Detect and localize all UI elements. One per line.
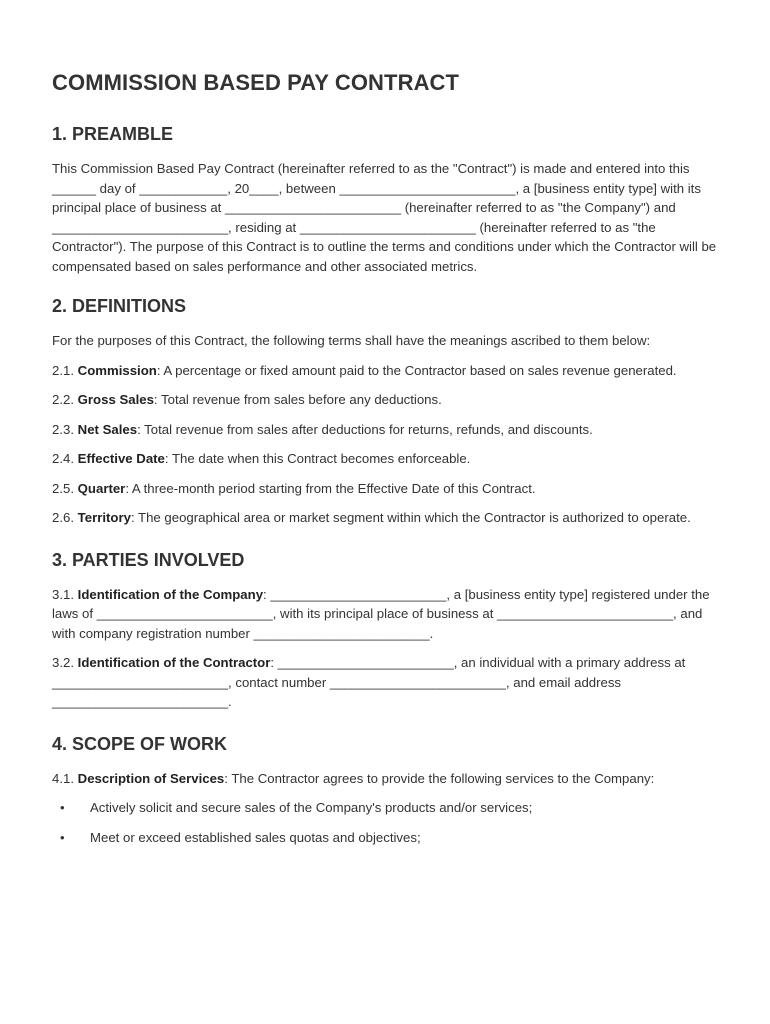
party-term: Identification of the Contractor [77, 655, 271, 670]
preamble-paragraph: This Commission Based Pay Contract (hereinafter referred to as the "Contract") is made and entered into this ______ day of ____________, 20____, between ________________________, a [business entity type] with its principal place of business at ________________________ (hereinafter referred to as "the Company") and ________________________, residing at ________________________ (hereinafter referred to as "the Contractor"). The purpose of this Contract is to outline the terms and conditions under which the Contractor will be compensated based on sales performance and other associated metrics. [52, 161, 717, 274]
document-title: COMMISSION BASED PAY CONTRACT [52, 70, 460, 95]
definition-term: Net Sales [77, 421, 138, 437]
definition-item: 2.2. Gross Sales: Total revenue from sales before any deductions. [52, 392, 442, 407]
definition-item: 2.1. Commission: A percentage or fixed amount paid to the Contractor based on sales revenue generated. [52, 362, 677, 378]
scope-description: 4.1. Description of Services: The Contractor agrees to provide the following services to the Company: [52, 770, 655, 786]
list-item: • Actively solicit and secure sales of the Company's products and/or services; [52, 798, 718, 818]
party-contractor: 3.2. Identification of the Contractor: ________________________, an individual with a primary address at ________________________, contact number ________________________, and email address ________________________. [52, 655, 686, 709]
scope-term: Description of Services [77, 770, 225, 786]
section-heading: 2. DEFINITIONS [52, 296, 187, 316]
definition-term: Gross Sales [77, 392, 154, 407]
list-item: • Meet or exceed established sales quotas and objectives; [52, 828, 718, 848]
definitions-intro: For the purposes of this Contract, the following terms shall have the meanings ascribed to them below: [52, 333, 651, 348]
definition-term: Territory [77, 510, 131, 525]
bullet-icon: • [60, 829, 65, 845]
definition-item: 2.3. Net Sales: Total revenue from sales after deductions for returns, refunds, and discounts. [52, 421, 593, 437]
section-heading: 1. PREAMBLE [52, 124, 174, 144]
bullet-icon: • [60, 800, 65, 815]
section-parties [52, 550, 718, 712]
definition-item: 2.4. Effective Date: The date when this Contract becomes enforceable. [52, 451, 471, 466]
definition-term: Quarter [77, 480, 126, 496]
party-company: 3.1. Identification of the Company: ________________________, a [business entity type] registered under the laws of ________________________, with its principal place of business at ________________________, and with company registration number ________________________. [52, 586, 710, 641]
section-definitions [52, 296, 718, 528]
section-scope-of-work [52, 734, 718, 848]
services-list [52, 798, 718, 847]
definition-term: Commission [77, 362, 157, 378]
section-heading: 4. SCOPE OF WORK [52, 733, 228, 754]
definition-item: 2.6. Territory: The geographical area or market segment within which the Contractor is authorized to operate. [52, 510, 691, 525]
party-term: Identification of the Company [77, 586, 264, 602]
section-preamble [52, 124, 718, 276]
section-heading: 3. PARTIES INVOLVED [52, 549, 245, 570]
definition-item: 2.5. Quarter: A three-month period starting from the Effective Date of this Contract. [52, 480, 536, 496]
definition-term: Effective Date [77, 451, 165, 466]
